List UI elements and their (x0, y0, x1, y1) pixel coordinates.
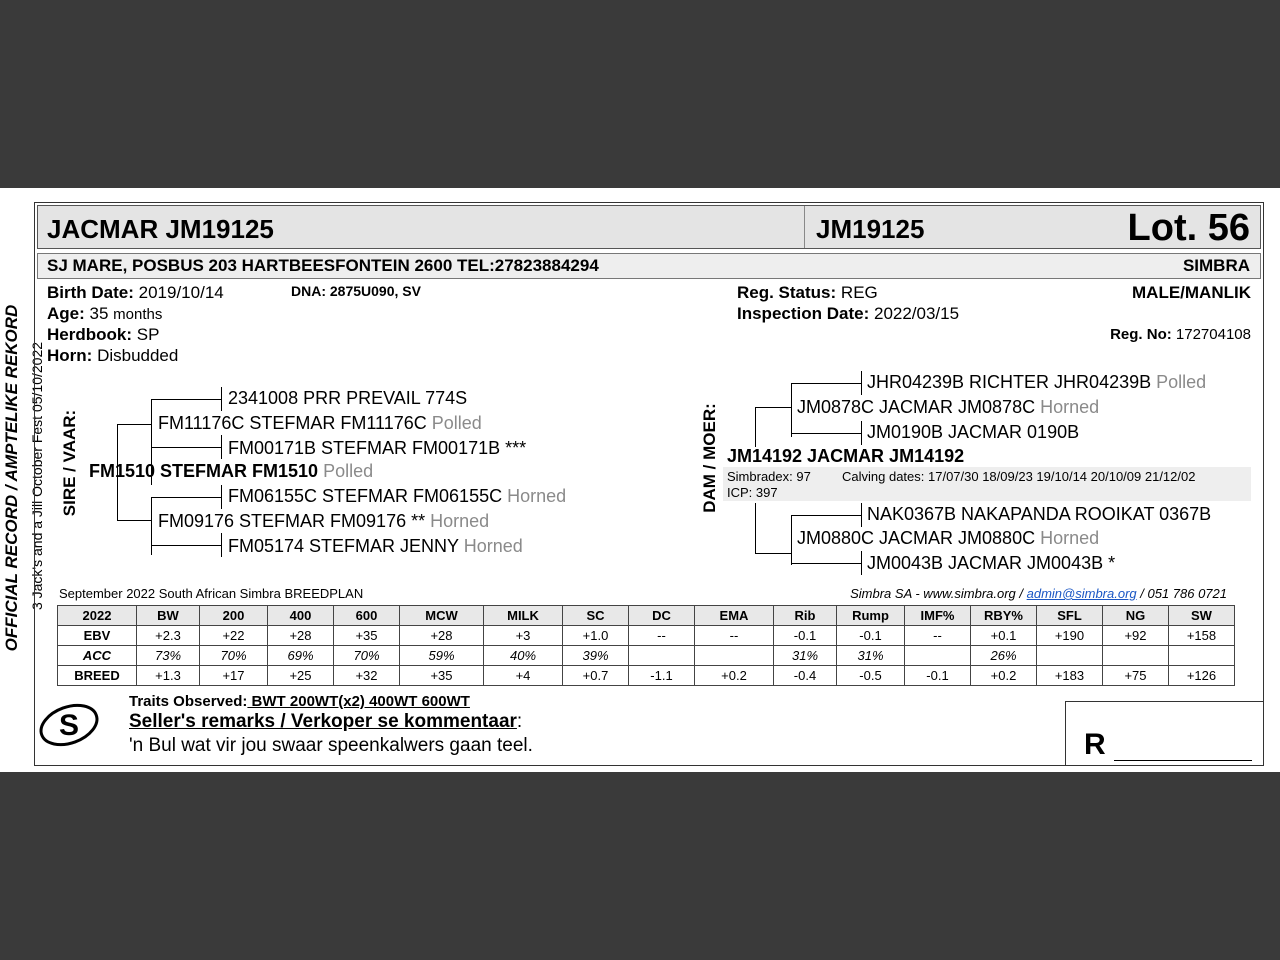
sex: MALE/MANLIK (1132, 283, 1251, 302)
breedplan-table (57, 605, 1235, 686)
sire-sire-dam: FM00171B STEFMAR FM00171B *** (228, 438, 527, 458)
lot-number: Lot. 56 (1127, 207, 1250, 249)
r-label: R (1084, 728, 1106, 761)
traits-header-cell: IMF% (905, 606, 971, 626)
animal-card (34, 202, 1264, 766)
traits-cell: 70% (200, 646, 268, 666)
animal-id: JM19125 (816, 214, 925, 244)
traits-cell (1169, 646, 1235, 666)
traits-header-cell: Rib (774, 606, 837, 626)
birth-date: Birth Date: 2019/10/14 (47, 283, 224, 302)
traits-header-cell: 600 (334, 606, 400, 626)
icp: ICP: 397 (727, 485, 778, 500)
traits-row-label: EBV (58, 626, 137, 646)
r-box (1065, 701, 1264, 766)
traits-cell: +158 (1169, 626, 1235, 646)
traits-cell: +28 (268, 626, 334, 646)
event-side-text: 3 Jack's and a Jill October Fest 05/10/2022 (29, 341, 45, 611)
title-bar (37, 205, 1261, 249)
dam-dam-dam: JM0043B JACMAR JM0043B * (867, 553, 1116, 573)
traits-header-cell: MCW (400, 606, 484, 626)
simbradex: Simbradex: 97 (727, 469, 811, 484)
traits-header-cell: NG (1103, 606, 1169, 626)
sire-dam-sire: FM06155C STEFMAR FM06155C Horned (228, 486, 567, 506)
calving-dates: Calving dates: 17/07/30 18/09/23 19/10/14 20/10/09 21/12/02 (842, 469, 1196, 484)
reg-status: Reg. Status: REG (737, 283, 878, 302)
seller-remarks-heading: Seller's remarks / Verkoper se kommentaar: (129, 711, 523, 732)
sire: FM1510 STEFMAR FM1510 Polled (89, 461, 374, 481)
sire-dam: FM09176 STEFMAR FM09176 ** Horned (158, 511, 490, 531)
traits-row-ebv (58, 626, 1235, 646)
simbra-logo (37, 698, 101, 750)
traits-header-cell: DC (629, 606, 695, 626)
svg-text:S: S (58, 709, 80, 742)
traits-cell: +17 (200, 666, 268, 686)
breed-label: SIMBRA (1182, 256, 1250, 275)
dam-sire-sire: JHR04239B RICHTER JHR04239B Polled (867, 372, 1207, 392)
traits-cell: +22 (200, 626, 268, 646)
traits-cell: +0.7 (563, 666, 629, 686)
traits-cell: +0.1 (971, 626, 1037, 646)
inspection-date: Inspection Date: 2022/03/15 (737, 304, 960, 323)
traits-header-cell: Rump (837, 606, 905, 626)
dam-dam-sire: NAK0367B NAKAPANDA ROOIKAT 0367B (867, 504, 1212, 524)
official-record-side-text: OFFICIAL RECORD / AMPTELIKE REKORD (2, 304, 21, 652)
traits-cell: +1.0 (563, 626, 629, 646)
traits-row-acc (58, 646, 1235, 666)
traits-row-label: BREED (58, 666, 137, 686)
dna-info: DNA: 2875U090, SV (291, 283, 421, 299)
traits-cell: +32 (334, 666, 400, 686)
traits-header-cell: RBY% (971, 606, 1037, 626)
sire-dam-dam: FM05174 STEFMAR JENNY Horned (228, 536, 523, 556)
traits-cell (1037, 646, 1103, 666)
traits-cell: +28 (400, 626, 484, 646)
dam-dam: JM0880C JACMAR JM0880C Horned (797, 528, 1100, 548)
traits-cell: 39% (563, 646, 629, 666)
traits-cell (629, 646, 695, 666)
traits-cell: -0.4 (774, 666, 837, 686)
traits-cell: -0.1 (774, 626, 837, 646)
traits-cell: -0.5 (837, 666, 905, 686)
animal-name: JACMAR JM19125 (47, 214, 274, 244)
traits-header-cell: 2022 (58, 606, 137, 626)
sire-sire-sire: 2341008 PRR PREVAIL 774S (228, 388, 468, 408)
breedplan-note: September 2022 South African Simbra BREEDPLAN (59, 586, 364, 601)
traits-cell (1103, 646, 1169, 666)
traits-cell: +92 (1103, 626, 1169, 646)
record-sheet (0, 188, 1280, 772)
traits-cell (905, 646, 971, 666)
dam-sire-dam: JM0190B JACMAR 0190B (867, 422, 1080, 442)
traits-cell: 31% (774, 646, 837, 666)
horn: Horn: Disbudded (47, 346, 179, 365)
traits-cell: +25 (268, 666, 334, 686)
traits-cell: 59% (400, 646, 484, 666)
traits-header-cell: MILK (484, 606, 563, 626)
owner-bar (37, 253, 1261, 279)
traits-header-cell: EMA (695, 606, 774, 626)
traits-cell: +190 (1037, 626, 1103, 646)
dam-sire: JM0878C JACMAR JM0878C Horned (797, 397, 1100, 417)
dam-moer-label: DAM / MOER: (700, 403, 719, 513)
traits-observed: Traits Observed: BWT 200WT(x2) 400WT 600WT (129, 693, 470, 710)
traits-cell: +35 (400, 666, 484, 686)
traits-cell: 26% (971, 646, 1037, 666)
email-link[interactable]: admin@simbra.org (1026, 586, 1137, 601)
traits-cell: +35 (334, 626, 400, 646)
traits-cell: -- (629, 626, 695, 646)
traits-cell: +1.3 (137, 666, 200, 686)
traits-header-cell: 200 (200, 606, 268, 626)
traits-cell: +3 (484, 626, 563, 646)
owner-address: SJ MARE, POSBUS 203 HARTBEESFONTEIN 2600 TEL:27823884294 (47, 256, 599, 275)
traits-cell: +75 (1103, 666, 1169, 686)
traits-cell: -- (695, 626, 774, 646)
reg-number: Reg. No: 172704108 (1110, 326, 1251, 343)
traits-cell: +4 (484, 666, 563, 686)
age: Age: 35 months (47, 304, 163, 323)
traits-cell: +0.2 (695, 666, 774, 686)
sire-vaar-label: SIRE / VAAR: (60, 409, 79, 517)
dam: JM14192 JACMAR JM14192 (727, 446, 965, 466)
simbra-contact: Simbra SA - www.simbra.org / admin@simbra.org / 051 786 0721 (850, 586, 1227, 601)
traits-cell: -0.1 (905, 666, 971, 686)
traits-cell: -1.1 (629, 666, 695, 686)
traits-cell: 40% (484, 646, 563, 666)
traits-cell: +0.2 (971, 666, 1037, 686)
seller-remarks-text: 'n Bul wat vir jou swaar speenkalwers gaan teel. (129, 735, 533, 756)
traits-header-cell: 400 (268, 606, 334, 626)
traits-row-label: ACC (58, 646, 137, 666)
traits-cell: +2.3 (137, 626, 200, 646)
traits-cell: 73% (137, 646, 200, 666)
traits-header-row (58, 606, 1235, 626)
traits-cell: +183 (1037, 666, 1103, 686)
traits-header-cell: SFL (1037, 606, 1103, 626)
traits-cell: -0.1 (837, 626, 905, 646)
traits-header-cell: BW (137, 606, 200, 626)
traits-row-breed (58, 666, 1235, 686)
sire-sire: FM11176C STEFMAR FM11176C Polled (158, 413, 482, 433)
traits-cell: 31% (837, 646, 905, 666)
traits-cell: 69% (268, 646, 334, 666)
traits-cell: 70% (334, 646, 400, 666)
traits-header-cell: SW (1169, 606, 1235, 626)
herdbook: Herdbook: SP (47, 325, 160, 344)
traits-cell: +126 (1169, 666, 1235, 686)
traits-cell: -- (905, 626, 971, 646)
traits-header-cell: SC (563, 606, 629, 626)
traits-cell (695, 646, 774, 666)
